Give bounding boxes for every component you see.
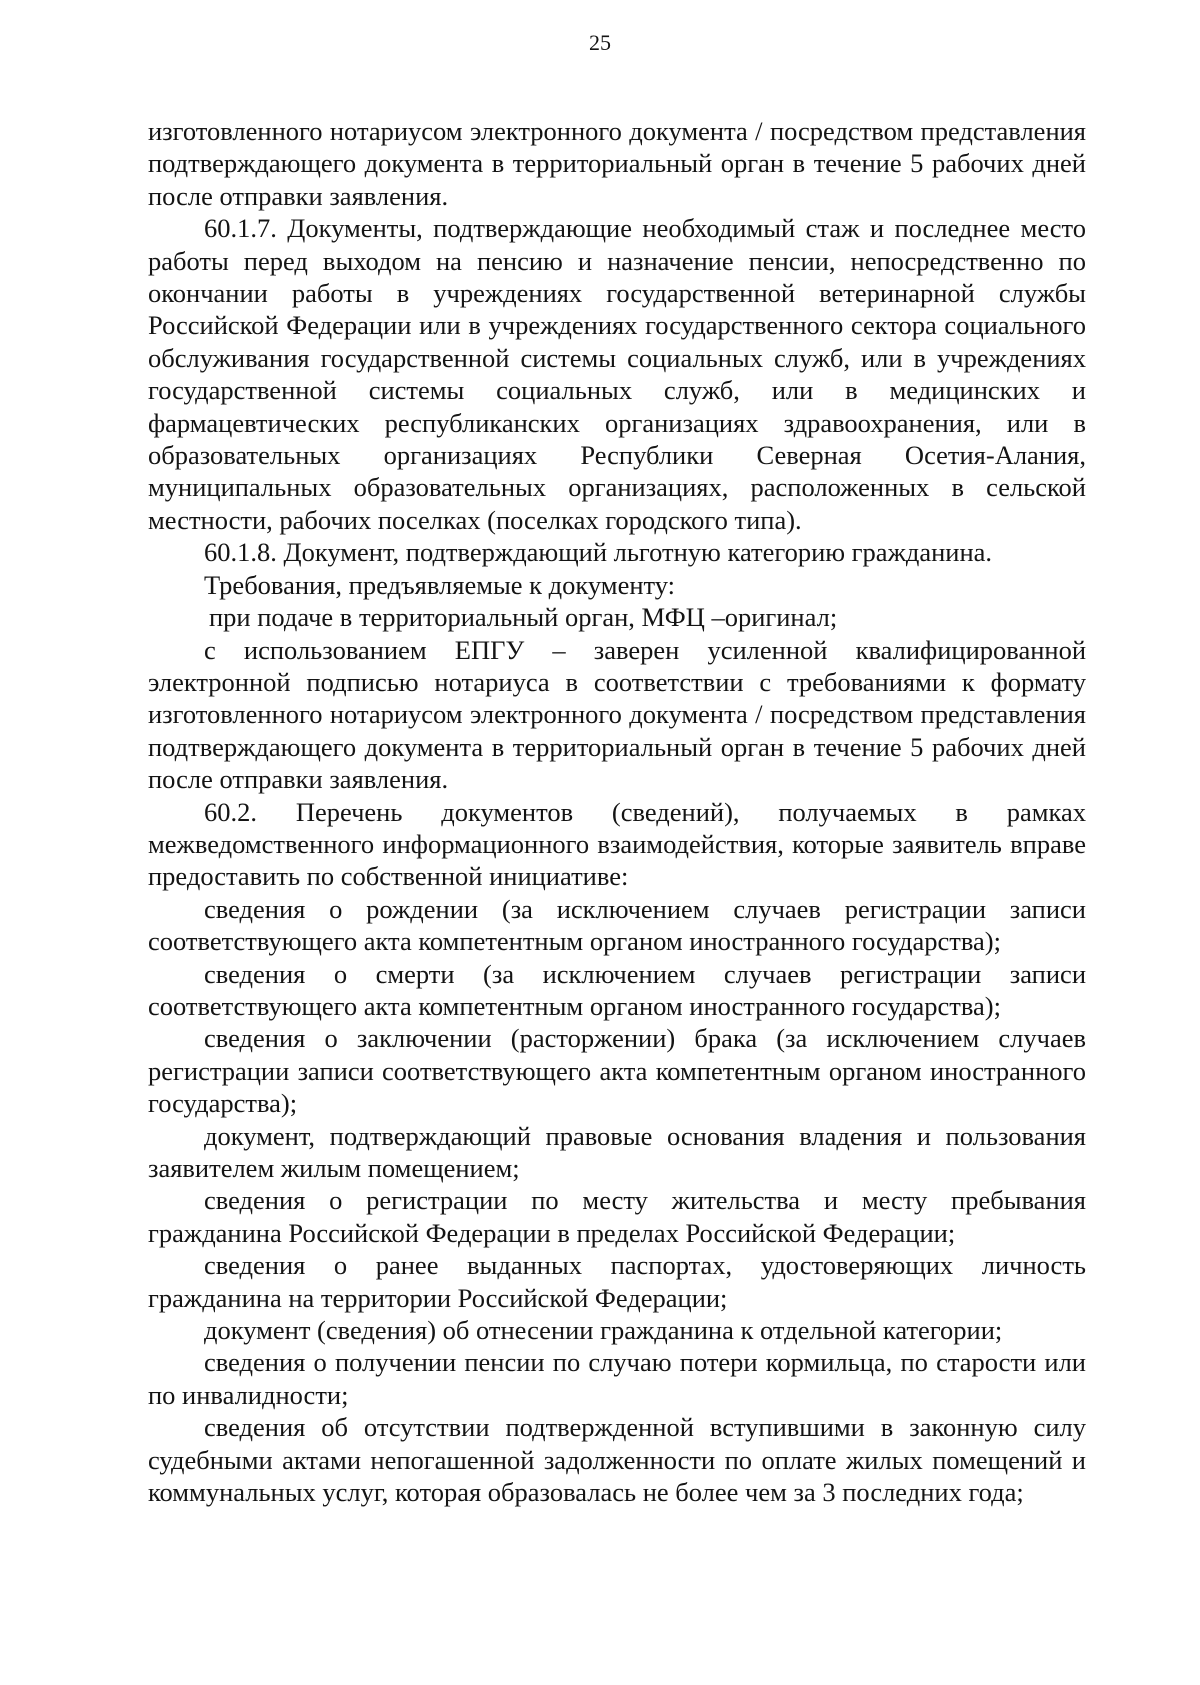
list-item-housing-rights: документ, подтверждающий правовые основания владения и пользования заявителем жилым помещением; <box>148 1120 1086 1183</box>
list-item-birth-info: сведения о рождении (за исключением случаев регистрации записи соответствующего акта компетентным органом иностранного государства); <box>148 893 1086 957</box>
paragraph-60-2: 60.2. Перечень документов (сведений), получаемых в рамках межведомственного информационного взаимодействия, которые заявитель вправе предоставить по собственной инициативе: <box>148 796 1086 892</box>
list-item-category-document: документ (сведения) об отнесении гражданина к отдельной категории; <box>204 1315 1003 1346</box>
list-item-pension-info: сведения о получении пенсии по случаю потери кормильца, по старости или по инвалидности; <box>148 1347 1086 1410</box>
paragraph-60-1-8: 60.1.8. Документ, подтверждающий льготную категорию гражданина. <box>204 537 993 568</box>
paragraph-continuation: изготовленного нотариусом электронного документа / посредством представления подтверждающего документа в территориальный орган в течение 5 рабочих дней после отправки заявления. <box>148 116 1086 211</box>
list-item-debt-info: сведения об отсутствии подтвержденной вступившими в законную силу судебными актами непогашенной задолженности по оплате жилых помещений и коммунальных услуг, которая образовалась не более чем за 3 последних года; <box>148 1412 1086 1508</box>
list-item-death-info: сведения о смерти (за исключением случаев регистрации записи соответствующего акта компетентным органом иностранного государства); <box>148 958 1086 1021</box>
paragraph-60-1-7: 60.1.7. Документы, подтверждающие необходимый стаж и последнее место работы перед выходом на пенсию и назначение пенсии, непосредственно по окончании работы в учреждениях государственной ветеринарной службы Российской Федерации или в учреждениях государственного сектора социального обслуживания государственной системы социальных служб, или в учреждениях государственной системы социальных служб, или в медицинских и фармацевтических республиканских организациях здравоохранения, или в образовательных организациях Республики Северная Осетия-Алания, муниципальных образовательных организациях, расположенных в сельской местности, рабочих поселках (поселках городского типа). <box>148 213 1086 535</box>
page-number: 25 <box>589 30 611 55</box>
paragraph-requirements-heading: Требования, предъявляемые к документу: <box>204 569 676 600</box>
list-item-registration-info: сведения о регистрации по месту жительства и месту пребывания гражданина Российской Федерации в пределах Российской Федерации; <box>148 1185 1086 1248</box>
paragraph-in-person-submission: при подаче в территориальный орган, МФЦ –оригинал; <box>209 602 838 633</box>
list-item-marriage-info: сведения о заключении (расторжении) брака (за исключением случаев регистрации записи соответствующего акта компетентным органом иностранного государства); <box>148 1023 1086 1119</box>
document-body <box>148 115 1086 1508</box>
paragraph-epgu-submission: с использованием ЕПГУ – заверен усиленной квалифицированной электронной подписью нотариуса в соответствии с требованиями к формату изготовленного нотариусом электронного документа / посредством представления подтверждающего документа в территориальный орган в течение 5 рабочих дней после отправки заявления. <box>148 634 1086 795</box>
list-item-passports-info: сведения о ранее выданных паспортах, удостоверяющих личность гражданина на территории Российской Федерации; <box>148 1250 1086 1313</box>
